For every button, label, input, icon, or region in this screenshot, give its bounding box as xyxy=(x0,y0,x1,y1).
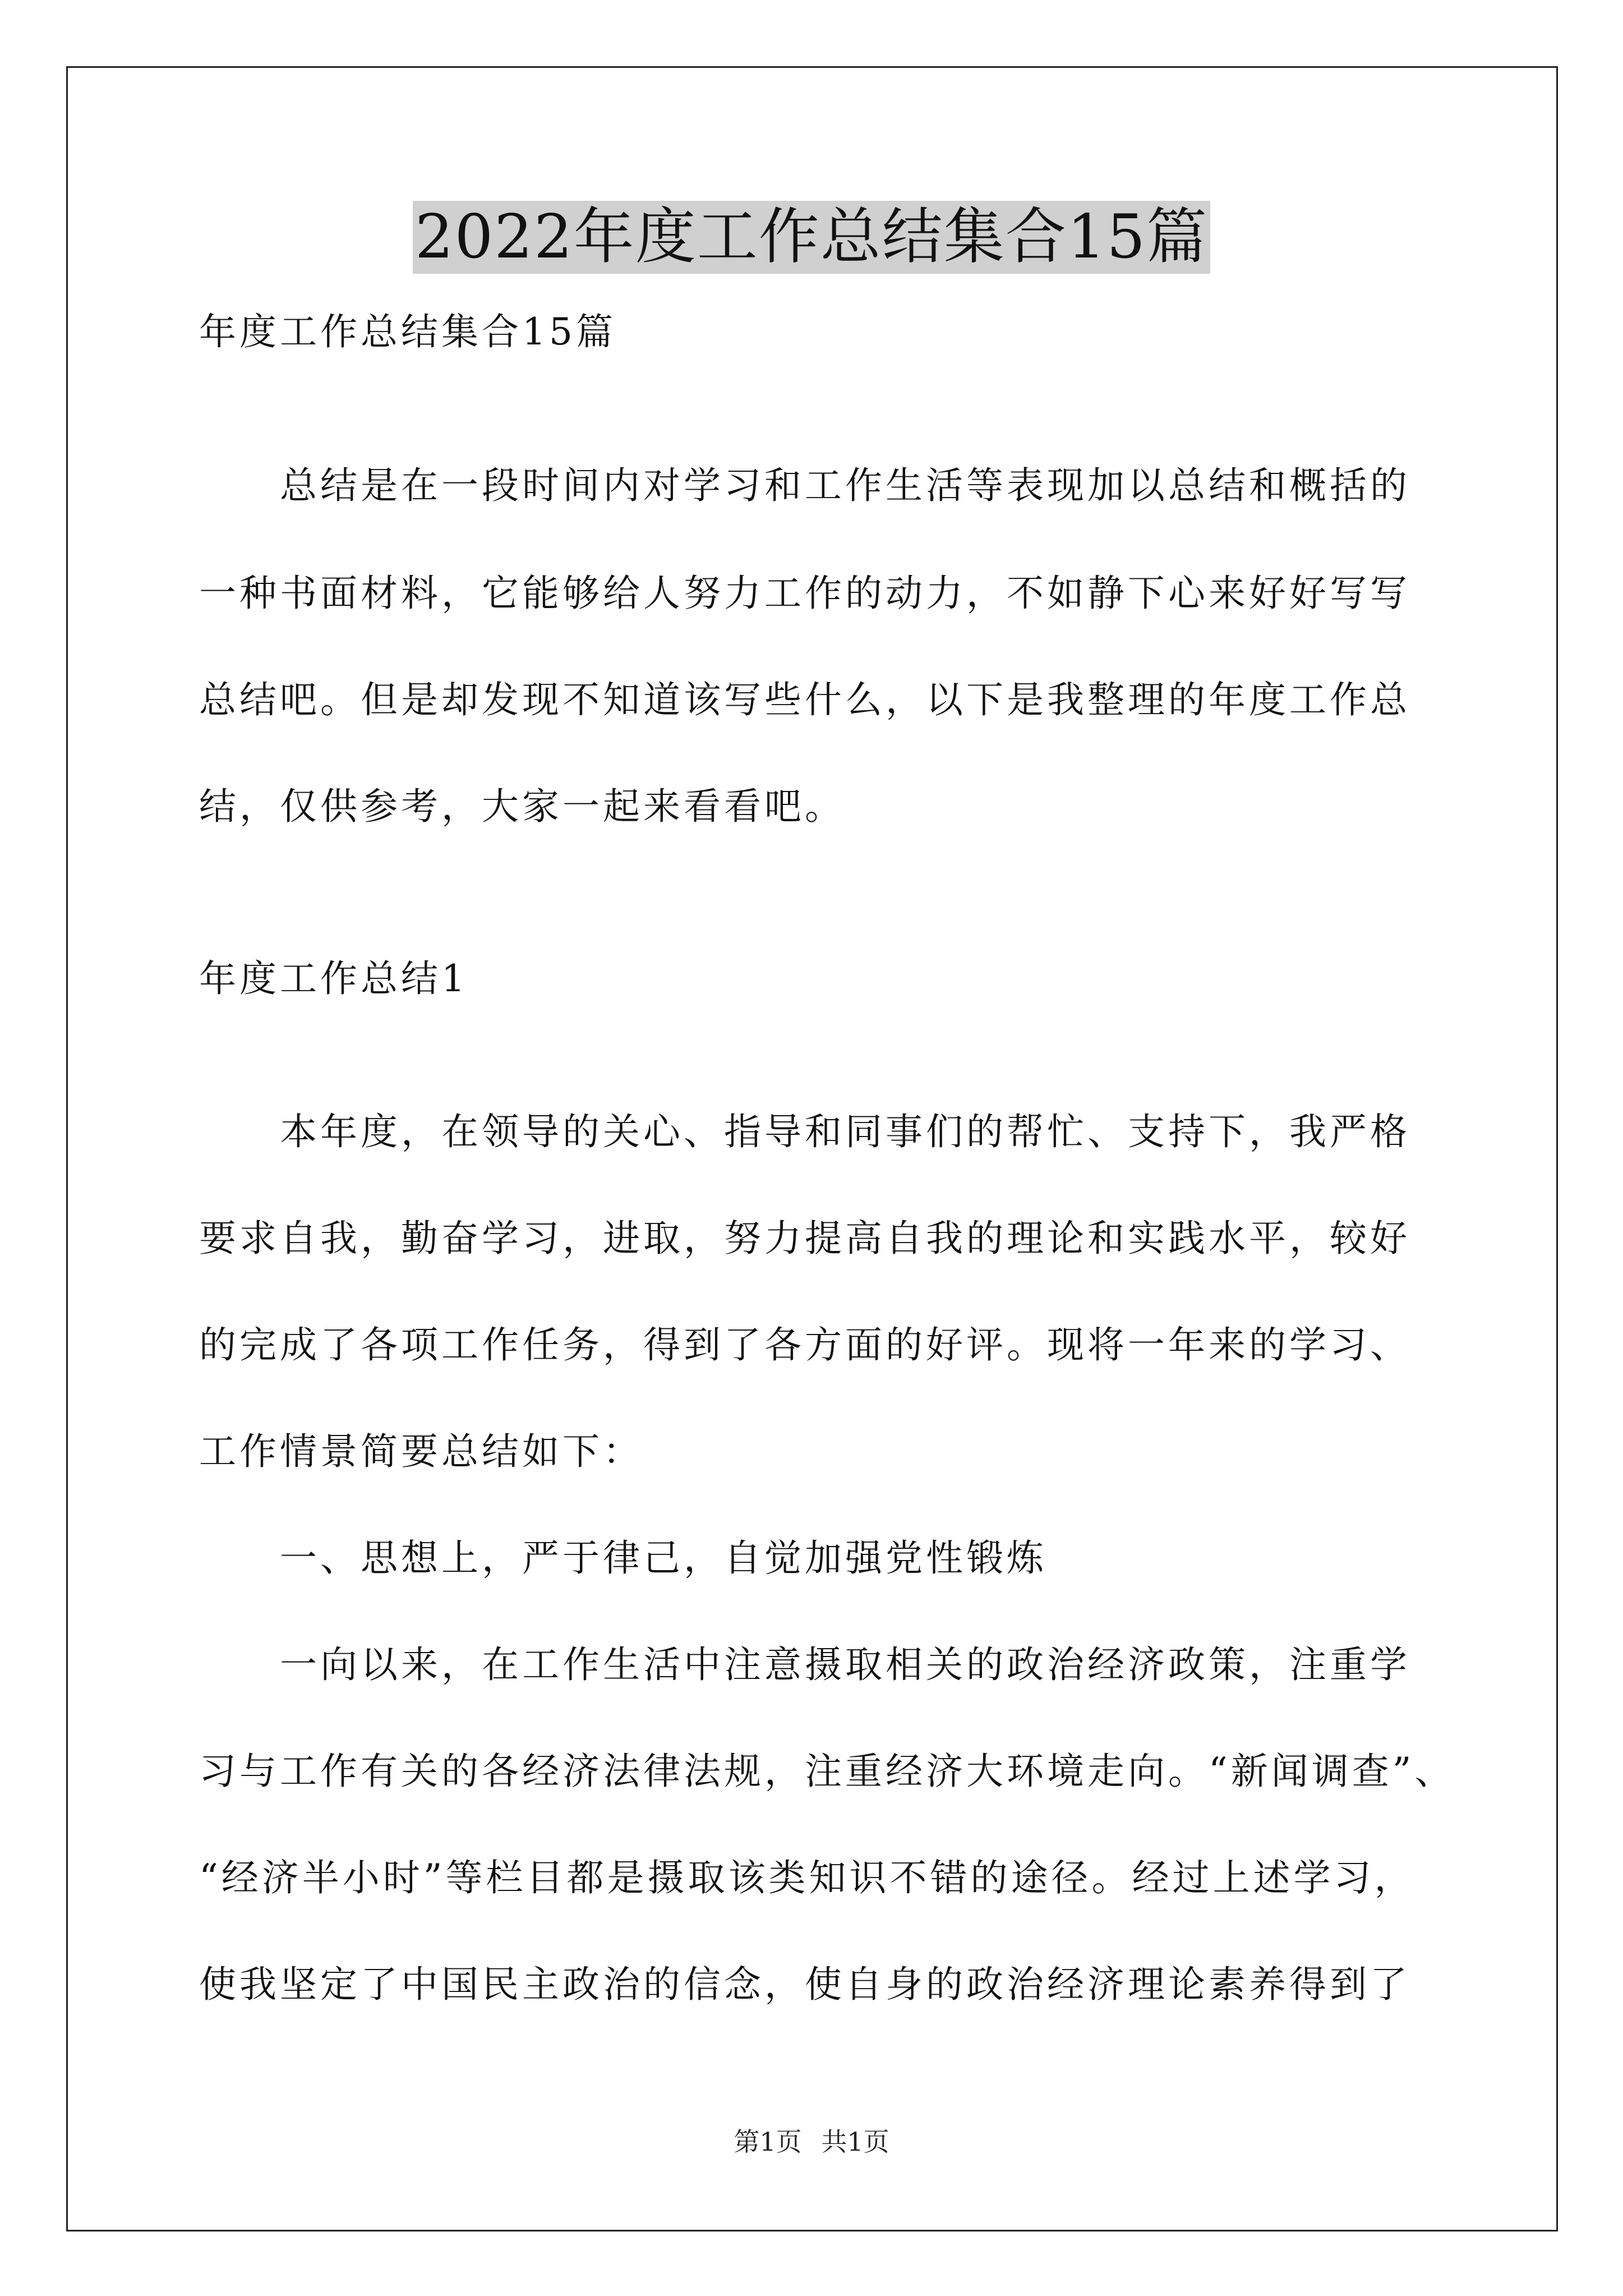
page-number-current: 第1页 xyxy=(734,2127,802,2157)
paragraph-line: 结，仅供参考，大家一起来看看吧。 xyxy=(199,785,845,828)
paragraph-line: 一种书面材料，它能够给人努力工作的动力，不如静下心来好好写写 xyxy=(199,572,1410,615)
paragraph-line: 本年度，在领导的关心、指导和同事们的帮忙、支持下，我严格 xyxy=(199,1110,1410,1153)
subheading-line: 一、思想上，严于律己，自觉加强党性锻炼 xyxy=(199,1536,1047,1580)
paragraph-line: 工作情景简要总结如下： xyxy=(199,1430,643,1473)
paragraph-line: “经济半小时”等栏目都是摄取该类知识不错的途径。经过上述学习， xyxy=(199,1856,1415,1899)
paragraph-line: 习与工作有关的各经济法律法规，注重经济大环境走向。“新闻调查”、 xyxy=(199,1750,1455,1793)
paragraph-line: 一向以来，在工作生活中注意摄取相关的政治经济政策，注重学 xyxy=(199,1643,1410,1686)
subtitle-line: 年度工作总结集合15篇 xyxy=(199,310,616,353)
section-heading: 年度工作总结1 xyxy=(199,957,468,1000)
title-container xyxy=(0,201,1623,274)
document-title: 2022年度工作总结集合15篇 xyxy=(413,201,1210,274)
page-footer xyxy=(0,2126,1623,2157)
paragraph-line: 总结是在一段时间内对学习和工作生活等表现加以总结和概括的 xyxy=(199,464,1410,507)
page-number-total: 共1页 xyxy=(821,2127,889,2157)
paragraph-line: 要求自我，勤奋学习，进取，努力提高自我的理论和实践水平，较好 xyxy=(199,1217,1410,1260)
paragraph-line: 的完成了各项工作任务，得到了各方面的好评。现将一年来的学习、 xyxy=(199,1323,1410,1366)
paragraph-line: 使我坚定了中国民主政治的信念，使自身的政治经济理论素养得到了 xyxy=(199,1963,1410,2006)
paragraph-line: 总结吧。但是却发现不知道该写些什么，以下是我整理的年度工作总 xyxy=(199,678,1410,721)
